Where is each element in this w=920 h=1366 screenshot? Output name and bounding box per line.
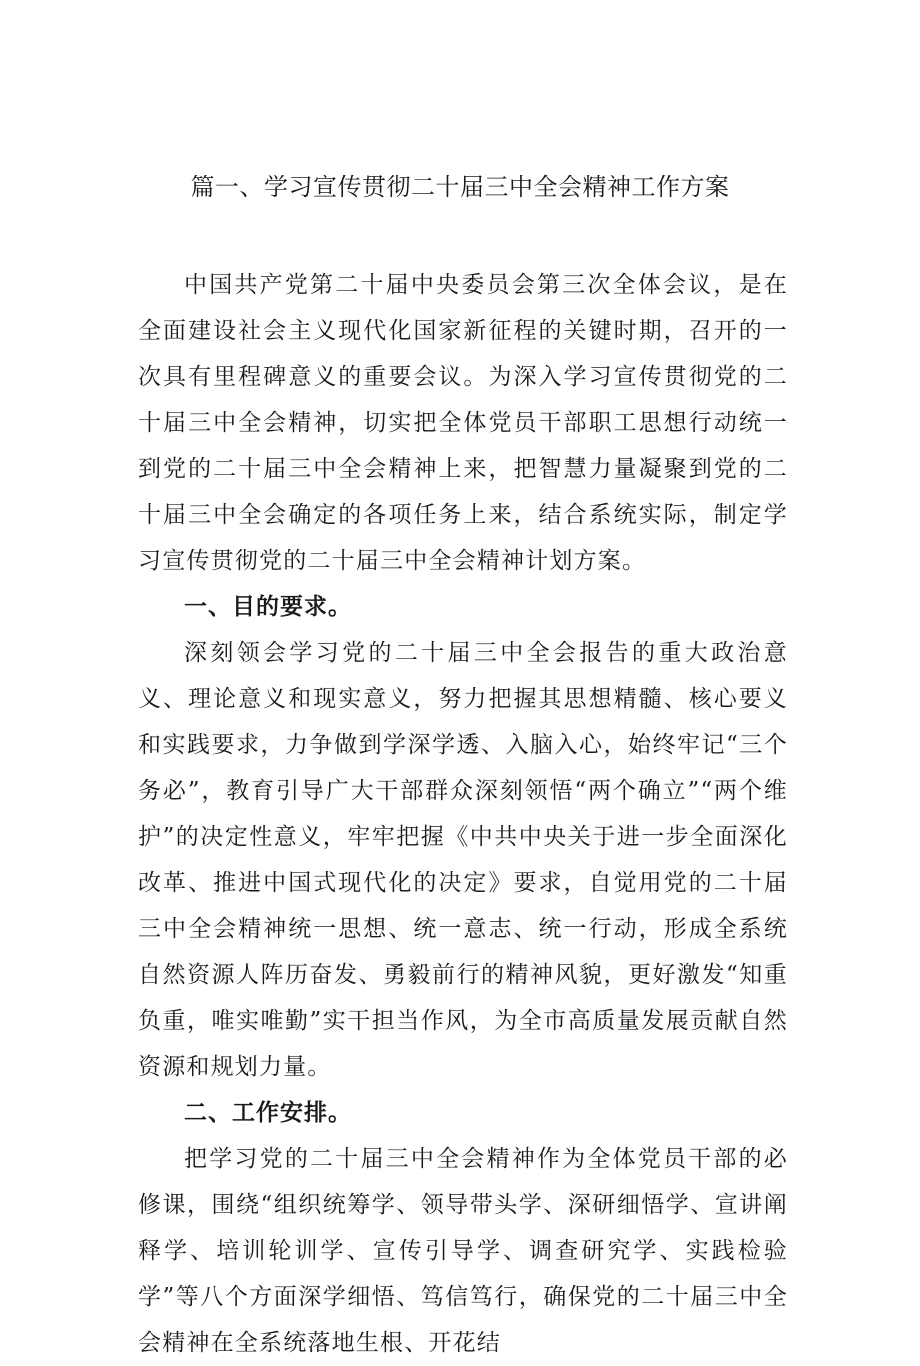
document-body [138, 262, 788, 1366]
section-paragraph-arrangement: 把学习党的二十届三中全会精神作为全体党员干部的必修课，围绕“组织统筹学、领导带头学、深研细悟学、宣讲阐释学、培训轮训学、宣传引导学、调查研究学、实践检验学”等八个方面深学细悟、笃信笃行，确保党的二十届三中全会精神在全系统落地生根、开花结 [138, 1146, 788, 1356]
section-heading-arrangement: 二、工作安排。 [184, 1100, 352, 1126]
section-paragraph-purpose: 深刻领会学习党的二十届三中全会报告的重大政治意义、理论意义和现实意义，努力把握其思想精髓、核心要义和实践要求，力争做到学深学透、入脑入心，始终牢记“三个务必”，教育引导广大干部群众深刻领悟“两个确立”“两个维护”的决定性意义，牢牢把握《中共中央关于进一步全面深化改革、推进中国式现代化的决定》要求，自觉用党的二十届三中全会精神统一思想、统一意志、统一行动，形成全系统自然资源人阵历奋发、勇毅前行的精神风貌，更好激发“知重负重，唯实唯勤”实干担当作风，为全市高质量发展贡献自然资源和规划力量。 [138, 640, 788, 1080]
section-heading-purpose: 一、目的要求。 [184, 594, 352, 620]
document-title: 篇一、学习宣传贯彻二十届三中全会精神工作方案 [190, 173, 730, 201]
intro-paragraph: 中国共产党第二十届中央委员会第三次全体会议，是在全面建设社会主义现代化国家新征程的关键时期，召开的一次具有里程碑意义的重要会议。为深入学习宣传贯彻党的二十届三中全会精神，切实把全体党员干部职工思想行动统一到党的二十届三中全会精神上来，把智慧力量凝聚到党的二十届三中全会确定的各项任务上来，结合系统实际，制定学习宣传贯彻党的二十届三中全会精神计划方案。 [138, 272, 788, 574]
